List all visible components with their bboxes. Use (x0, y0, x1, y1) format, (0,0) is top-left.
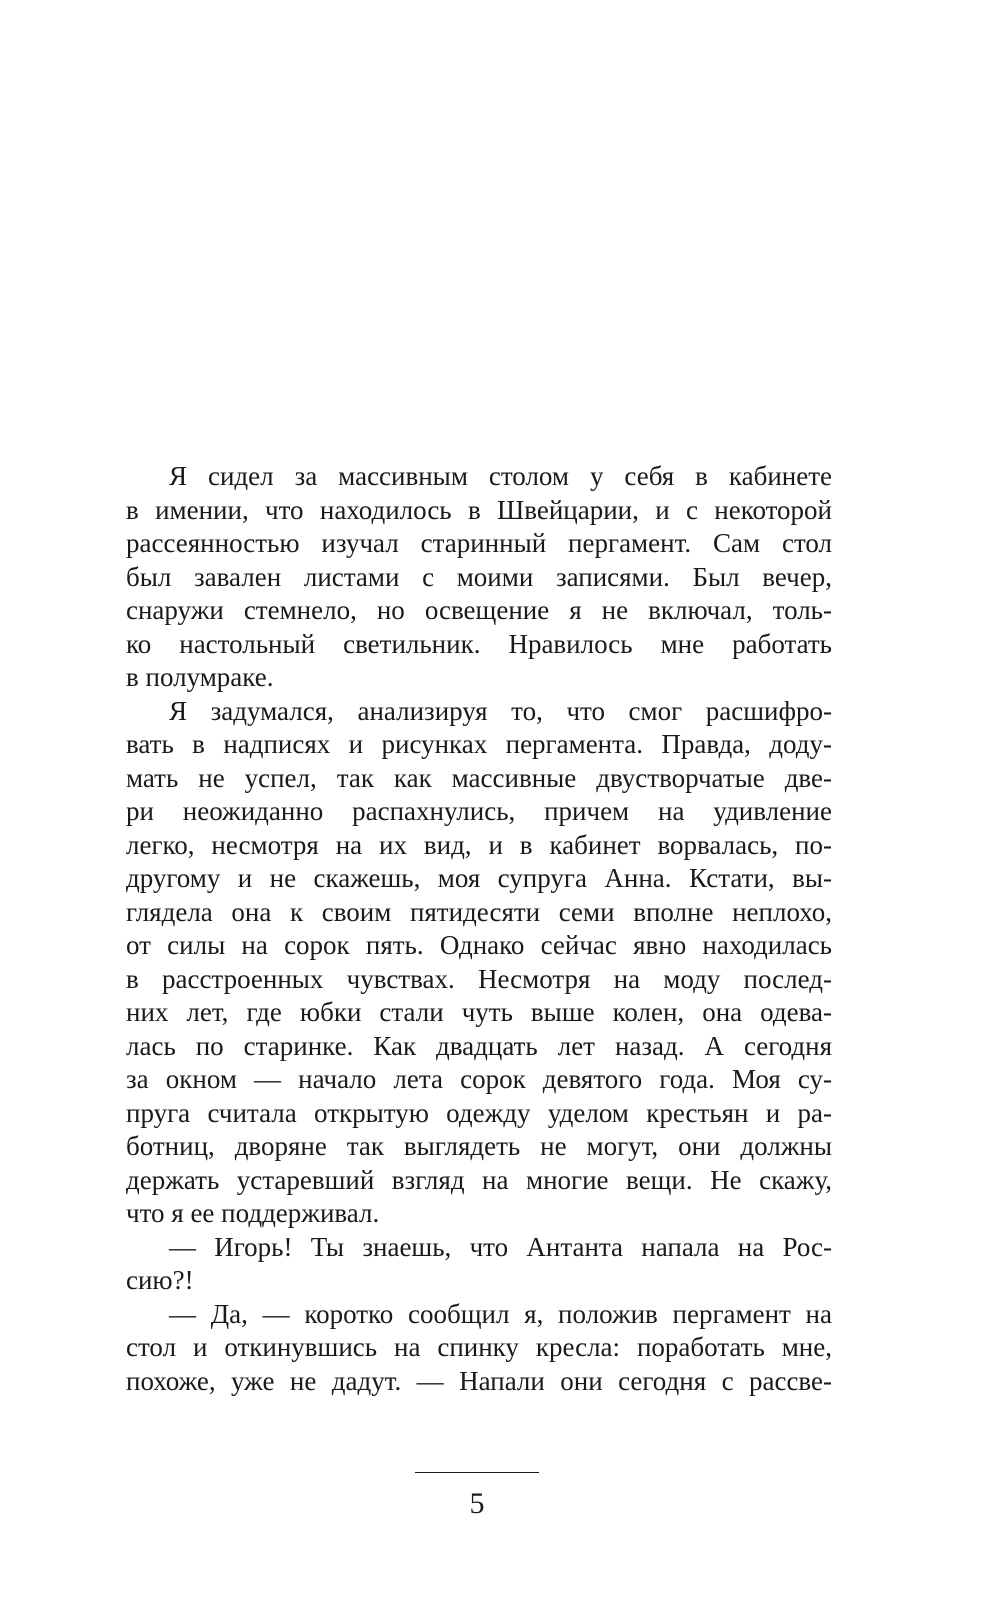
text-line: в имении, что находилось в Швейцарии, и с некоторой (126, 494, 832, 525)
text-line: пруга считала открытую одежду уделом крестьян и ра- (126, 1097, 832, 1128)
text-line: сию?! (126, 1265, 194, 1295)
text-line: похоже, уже не дадут. — Напали они сегодня с рассве- (126, 1365, 832, 1396)
text-line: держать устаревший взгляд на многие вещи. Не скажу, (126, 1164, 832, 1195)
text-line: в полумраке. (126, 662, 274, 692)
text-line: легко, несмотря на их вид, и в кабинет ворвалась, по- (126, 829, 832, 860)
text-line: Я задумался, анализируя то, что смог расшифро- (169, 695, 832, 726)
body-text (126, 460, 832, 1398)
text-line: — Игорь! Ты знаешь, что Антанта напала на Рос- (169, 1231, 832, 1262)
text-line: лась по старинке. Как двадцать лет назад. А сегодня (126, 1030, 832, 1061)
text-line: снаружи стемнело, но освещение я не включал, толь- (126, 595, 832, 625)
text-line: них лет, где юбки стали чуть выше колен, она одева- (126, 997, 832, 1027)
footer-divider (415, 1472, 539, 1473)
text-line: ко настольный светильник. Нравилось мне работать (126, 628, 832, 659)
text-line: ботниц, дворяне так выглядеть не могут, они должны (126, 1131, 832, 1161)
page-number: 5 (469, 1487, 485, 1520)
text-line: за окном — начало лета сорок девятого года. Моя су- (126, 1064, 832, 1094)
text-line: ри неожиданно распахнулись, причем на удивление (126, 796, 832, 826)
text-line: что я ее поддерживал. (126, 1198, 380, 1228)
text-line: мать не успел, так как массивные двустворчатые две- (126, 762, 832, 793)
text-line: — Да, — коротко сообщил я, положив пергамент на (169, 1298, 832, 1329)
text-line: в расстроенных чувствах. Несмотря на моду послед- (126, 963, 832, 994)
text-line: другому и не скажешь, моя супруга Анна. Кстати, вы- (126, 863, 832, 893)
text-line: был завален листами с моими записями. Был вечер, (126, 561, 832, 592)
text-line: вать в надписях и рисунках пергамента. Правда, доду- (126, 729, 832, 759)
text-line: стол и откинувшись на спинку кресла: поработать мне, (126, 1332, 832, 1362)
text-line: от силы на сорок пять. Однако сейчас явно находилась (126, 930, 832, 960)
text-line: Я сидел за массивным столом у себя в кабинете (169, 461, 832, 491)
text-line: глядела она к своим пятидесяти семи вполне неплохо, (126, 896, 832, 927)
text-line: рассеянностью изучал старинный пергамент. Сам стол (126, 528, 832, 558)
